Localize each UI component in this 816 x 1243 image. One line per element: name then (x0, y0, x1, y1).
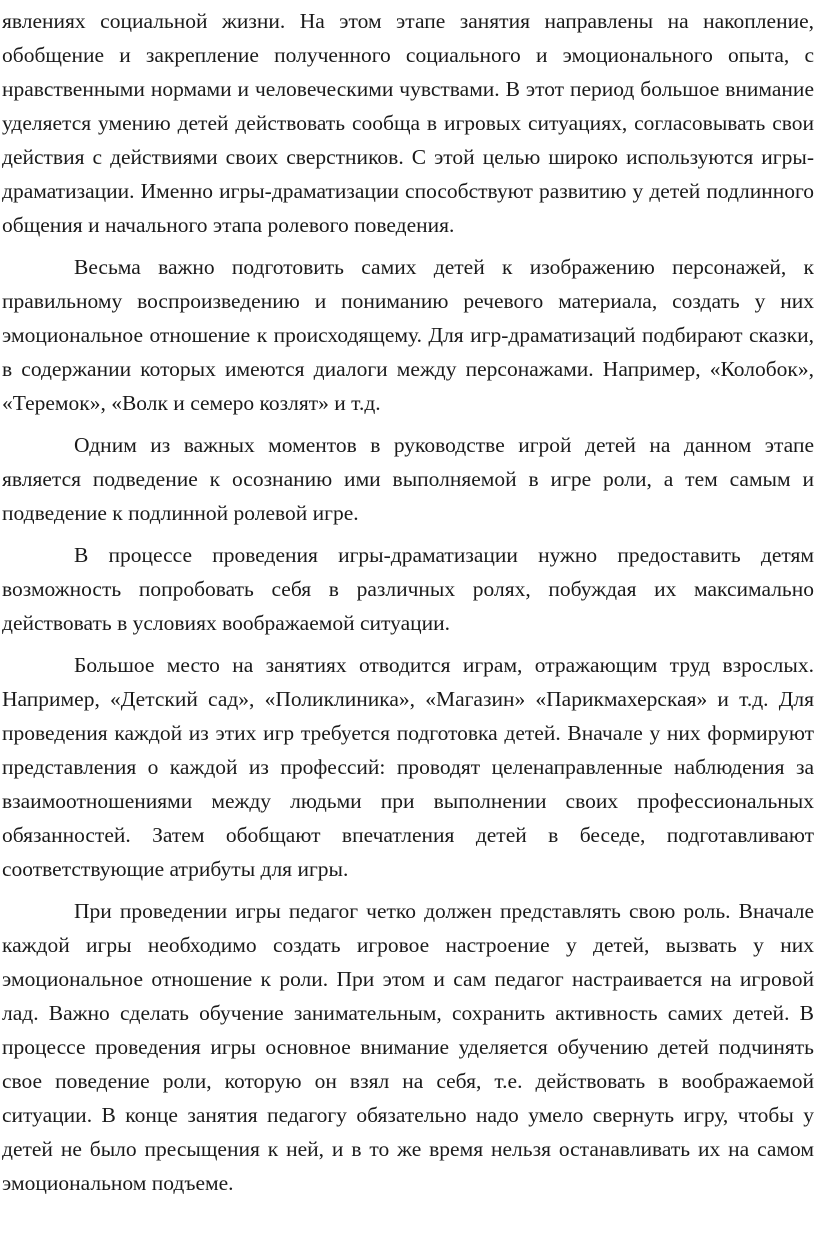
paragraph-dramatization: В процессе проведения игры-драматизации нужно предоставить детям возможность попробовать себя в различных ролях, побуждая их максимально действовать в условиях воображаемой ситуации. (2, 543, 814, 635)
paragraph-adult-work-games: Большое место на занятиях отводится играм, отражающим труд взрослых. Например, «Детский сад», «Поликлиника», «Магазин» «Парикмахерская» и т.д. Для проведения каждой из этих игр требуется подготовка детей. Вначале у них формируют представления о каждой из профессий: проводят целенаправленные наблюдения за взаимоотношениями между людьми при выполнении своих профессиональных обязанностей. Затем обобщают впечатления детей в беседе, подготавливают соответствующие атрибуты для игры. (2, 653, 814, 881)
paragraph-continuation: явлениях социальной жизни. На этом этапе занятия направлены на накопление, обобщение и закрепление полученного социального и эмоционального опыта, с нравственными нормами и человеческими чувствами. В этот период большое внимание уделяется умению детей действовать сообща в игровых ситуациях, согласовывать свои действия с действиями своих сверстников. С этой целью широко используются игры-драматизации. Именно игры-драматизации способствуют развитию у детей подлинного общения и начального этапа ролевого поведения. (2, 9, 814, 237)
paragraph-preparation: Весьма важно подготовить самих детей к изображению персонажей, к правильному воспроизведению и пониманию речевого материала, создать у них эмоциональное отношение к происходящему. Для игр-драматизаций подбирают сказки, в содержании которых имеются диалоги между персонажами. Например, «Колобок», «Теремок», «Волк и семеро козлят» и т.д. (2, 255, 814, 415)
paragraph-role-awareness: Одним из важных моментов в руководстве игрой детей на данном этапе является подведение к осознанию ими выполняемой в игре роли, а тем самым и подведение к подлинной ролевой игре. (2, 433, 814, 525)
paragraph-teacher-role: При проведении игры педагог четко должен представлять свою роль. Вначале каждой игры необходимо создать игровое настроение у детей, вызвать у них эмоциональное отношение к роли. При этом и сам педагог настраивается на игровой лад. Важно сделать обучение занимательным, сохранить активность самих детей. В процессе проведения игры основное внимание уделяется обучению детей подчинять свое поведение роли, которую он взял на себя, т.е. действовать в воображаемой ситуации. В конце занятия педагогу обязательно надо умело свернуть игру, чтобы у детей не было пресыщения к ней, и в то же время нельзя останавливать их на самом эмоциональном подъеме. (2, 899, 814, 1195)
